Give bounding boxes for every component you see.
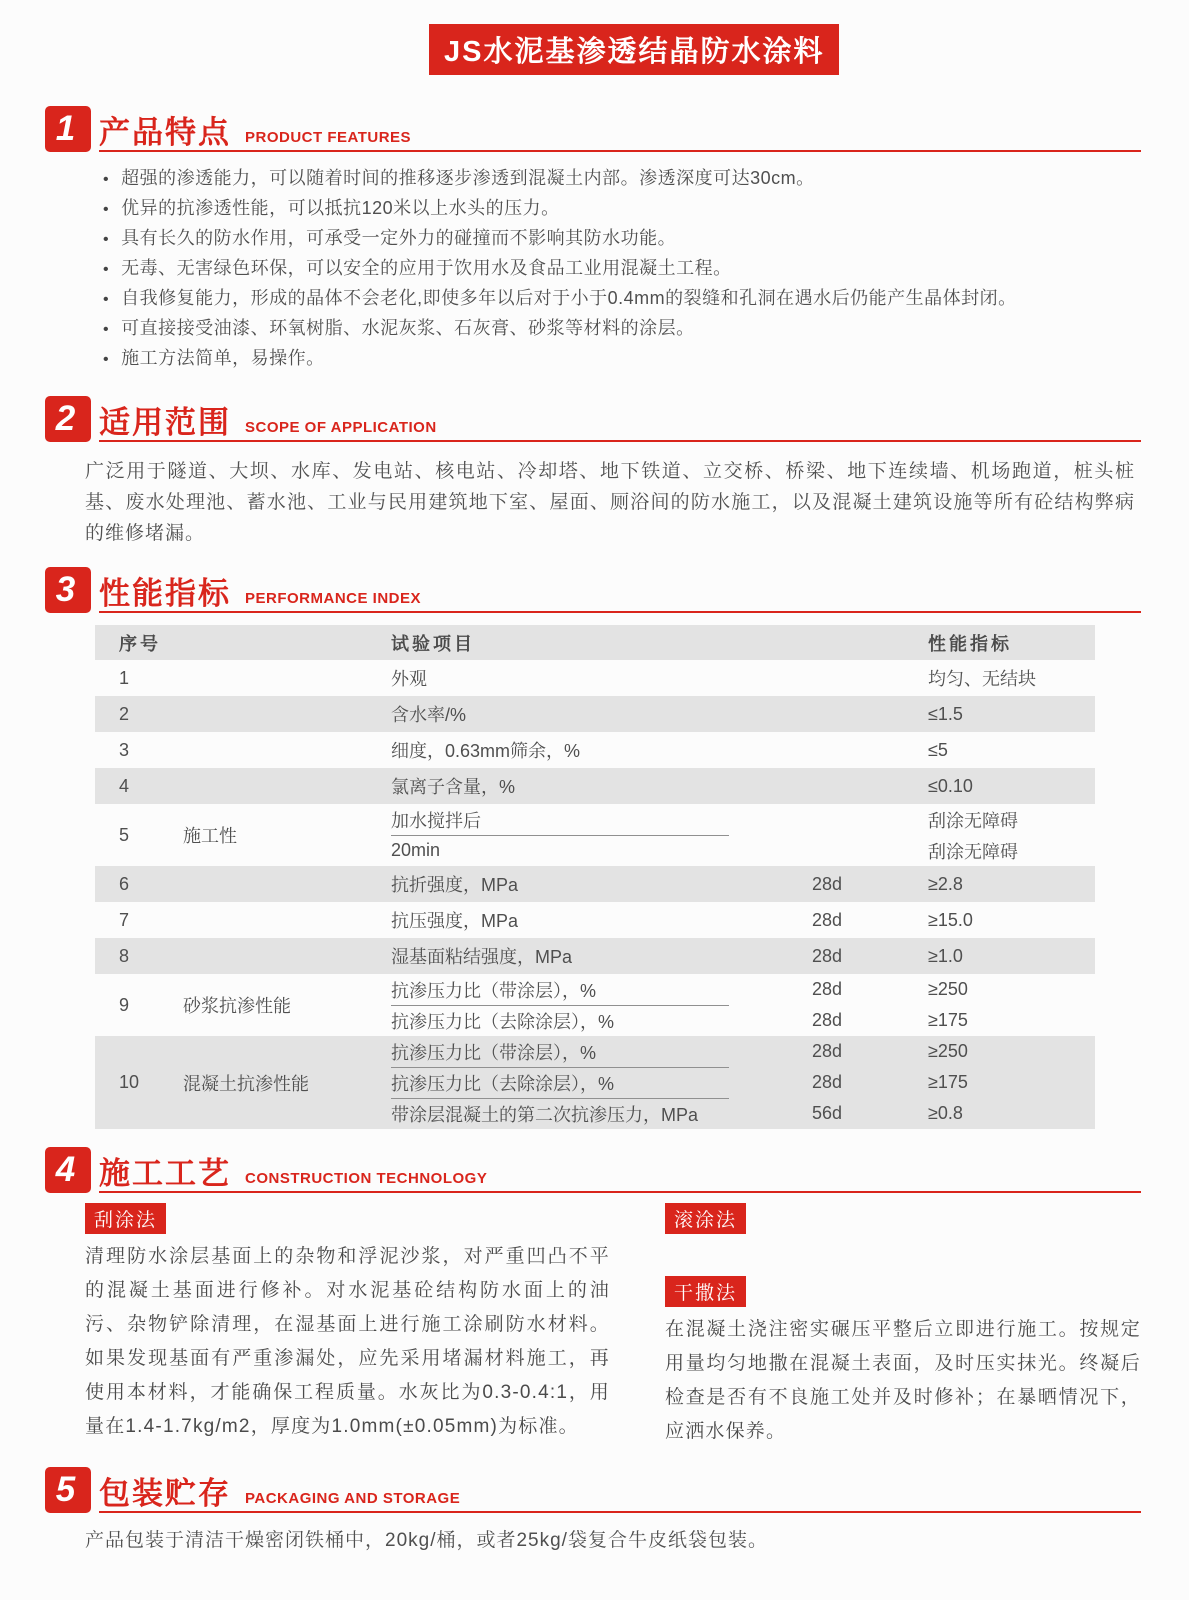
table-row xyxy=(95,660,1095,696)
bullet-icon xyxy=(103,228,121,249)
roll-dry-method-column xyxy=(665,1203,1141,1449)
test-value: ≥175 xyxy=(928,1072,968,1092)
row-no: 5 xyxy=(119,824,130,845)
feature-item xyxy=(103,164,1141,194)
method-badge-roll: 滚涂法 xyxy=(665,1203,746,1234)
test-age: 28d xyxy=(812,873,843,894)
scrape-method-text: 清理防水涂层基面上的杂物和浮泥沙浆，对严重凹凸不平的混凝土基面进行修补。对水泥基砼结构防水面上的油污、杂物铲除清理，在湿基面上进行施工涂刷防水材料。如果发现基面有严重渗漏处，应先采用堵漏材料施工，再使用本材料，才能确保工程质量。水灰比为0.3-0.4:1，用量在1.4-1.7kg/m2，厚度为1.0mm(±0.05mm)为标准。 xyxy=(85,1246,610,1437)
test-item: 抗渗压力比（去除涂层），% xyxy=(391,1073,615,1094)
feature-list xyxy=(103,164,1141,374)
section-subtitle-packaging: PACKAGING AND STORAGE xyxy=(245,1490,461,1507)
test-item: 抗渗压力比（去除涂层），% xyxy=(391,1011,615,1032)
feature-text: 具有长久的防水作用，可承受一定外力的碰撞而不影响其防水功能。 xyxy=(121,228,677,248)
test-item: 抗渗压力比（带涂层），% xyxy=(391,1042,597,1063)
table-row xyxy=(95,902,1095,938)
bullet-icon xyxy=(103,288,121,309)
feature-text: 施工方法简单，易操作。 xyxy=(121,348,325,368)
section-title-performance: 性能指标 xyxy=(99,576,231,611)
table-row xyxy=(95,804,1095,866)
product-title: JS水泥基渗透结晶防水涂料 xyxy=(429,24,839,75)
table-header-row xyxy=(95,625,1095,660)
test-value: ≤1.5 xyxy=(928,703,963,724)
spacer xyxy=(665,1240,1141,1276)
section-title-rule xyxy=(99,1147,1141,1193)
test-item: 加水搅拌后 xyxy=(391,810,481,831)
test-age: 28d xyxy=(812,1010,843,1030)
feature-text: 优异的抗渗透性能，可以抵抗120米以上水头的压力。 xyxy=(121,198,560,218)
section-title-rule xyxy=(99,1467,1141,1513)
construction-columns xyxy=(85,1203,1141,1449)
row-no: 8 xyxy=(119,945,130,966)
feature-item xyxy=(103,194,1141,224)
section-header-packaging xyxy=(45,1467,1141,1513)
test-value: ≥15.0 xyxy=(928,909,973,930)
row-no: 2 xyxy=(119,703,130,724)
col-header-index: 性能指标 xyxy=(928,633,1012,654)
test-value: 刮涂无障碍 xyxy=(928,841,1018,862)
section-subtitle-features: PRODUCT FEATURES xyxy=(245,129,412,146)
scope-paragraph: 广泛用于隧道、大坝、水库、发电站、核电站、冷却塔、地下铁道、立交桥、桥梁、地下连续墙、机场跑道，桩头桩基、废水处理池、蓄水池、工业与民用建筑地下室、屋面、厕浴间的防水施工，以及混凝土建筑设施等所有砼结构弊病的维修堵漏。 xyxy=(85,461,1135,544)
section-title-rule xyxy=(99,396,1141,442)
section-number-4: 4 xyxy=(45,1147,91,1193)
test-item: 抗折强度，MPa xyxy=(391,875,519,895)
test-age: 28d xyxy=(812,979,843,999)
scrape-method-column xyxy=(85,1203,610,1449)
section-subtitle-scope: SCOPE OF APPLICATION xyxy=(245,419,437,436)
row-no: 1 xyxy=(119,667,130,688)
row-no: 10 xyxy=(119,1072,140,1092)
row-no: 7 xyxy=(119,909,130,930)
bullet-icon xyxy=(103,198,121,219)
test-item: 氯离子含量，% xyxy=(391,777,516,797)
section-header-performance xyxy=(45,567,1141,613)
table-row xyxy=(95,866,1095,902)
section-header-features xyxy=(45,106,1141,152)
feature-text: 可直接接受油漆、环氧树脂、水泥灰浆、石灰膏、砂浆等材料的涂层。 xyxy=(121,318,695,338)
feature-item xyxy=(103,254,1141,284)
performance-table xyxy=(95,625,1095,1129)
table-row xyxy=(95,768,1095,804)
row-category: 施工性 xyxy=(183,826,237,846)
row-category: 混凝土抗渗性能 xyxy=(183,1073,309,1094)
packaging-text: 产品包装于清洁干燥密闭铁桶中，20kg/桶，或者25kg/袋复合牛皮纸袋包装。 xyxy=(85,1530,768,1551)
test-age: 28d xyxy=(812,1072,843,1092)
test-age: 28d xyxy=(812,909,843,930)
section-number-3: 3 xyxy=(45,567,91,613)
row-category: 砂浆抗渗性能 xyxy=(183,996,291,1016)
test-age: 56d xyxy=(812,1103,843,1123)
feature-text: 无毒、无害绿色环保，可以安全的应用于饮用水及食品工业用混凝土工程。 xyxy=(121,258,732,278)
test-item: 外观 xyxy=(391,669,427,689)
bullet-icon xyxy=(103,318,121,339)
test-item: 抗压强度，MPa xyxy=(391,911,519,931)
test-age: 28d xyxy=(812,1041,843,1061)
test-value: 均匀、无结块 xyxy=(928,669,1036,689)
test-item: 抗渗压力比（带涂层），% xyxy=(391,980,597,1001)
feature-item xyxy=(103,284,1141,314)
test-value: ≥250 xyxy=(928,979,968,999)
dry-method-text: 在混凝土浇注密实碾压平整后立即进行施工。按规定用量均匀地撒在混凝土表面，及时压实抹光。终凝后检查是否有不良施工处并及时修补；在暴晒情况下，应洒水保养。 xyxy=(665,1319,1141,1442)
feature-item xyxy=(103,344,1141,374)
table-row xyxy=(95,732,1095,768)
test-item: 20min xyxy=(391,840,441,860)
section-header-scope xyxy=(45,396,1141,442)
col-header-no: 序号 xyxy=(119,633,161,654)
bullet-icon xyxy=(103,348,121,369)
bullet-icon xyxy=(103,258,121,279)
test-age: 28d xyxy=(812,945,843,966)
test-value: ≥1.0 xyxy=(928,945,963,966)
section-title-rule xyxy=(99,567,1141,613)
section-subtitle-construction: CONSTRUCTION TECHNOLOGY xyxy=(245,1170,488,1187)
test-value: ≥0.8 xyxy=(928,1103,963,1123)
section-title-construction: 施工工艺 xyxy=(99,1156,231,1191)
table-row xyxy=(95,938,1095,974)
test-value: ≥250 xyxy=(928,1041,968,1061)
test-value: ≤0.10 xyxy=(928,775,973,796)
row-no: 3 xyxy=(119,739,130,760)
section-number-5: 5 xyxy=(45,1467,91,1513)
table-row xyxy=(95,696,1095,732)
test-value: ≥2.8 xyxy=(928,873,963,894)
method-badge-dry: 干撒法 xyxy=(665,1276,746,1307)
test-item: 含水率/% xyxy=(391,705,467,725)
section-subtitle-performance: PERFORMANCE INDEX xyxy=(245,590,422,607)
method-badge-scrape: 刮涂法 xyxy=(85,1203,166,1234)
feature-item xyxy=(103,314,1141,344)
table-row xyxy=(95,974,1095,1036)
section-title-rule xyxy=(99,106,1141,152)
table-row xyxy=(95,1036,1095,1129)
test-item: 细度，0.63mm筛余，% xyxy=(391,741,581,761)
section-title-features: 产品特点 xyxy=(99,115,231,150)
test-value: ≤5 xyxy=(928,739,948,760)
row-no: 9 xyxy=(119,994,130,1015)
test-value: ≥175 xyxy=(928,1010,968,1030)
section-header-construction xyxy=(45,1147,1141,1193)
feature-text: 超强的渗透能力，可以随着时间的推移逐步渗透到混凝土内部。渗透深度可达30cm。 xyxy=(121,168,815,188)
section-title-scope: 适用范围 xyxy=(99,405,231,440)
section-number-1: 1 xyxy=(45,106,91,152)
section-title-packaging: 包装贮存 xyxy=(99,1476,231,1511)
row-no: 4 xyxy=(119,775,130,796)
col-header-item: 试验项目 xyxy=(391,633,475,654)
feature-item xyxy=(103,224,1141,254)
test-item: 湿基面粘结强度，MPa xyxy=(391,947,573,967)
section-number-2: 2 xyxy=(45,396,91,442)
bullet-icon xyxy=(103,168,121,189)
feature-text: 自我修复能力，形成的晶体不会老化,即使多年以后对于小于0.4mm的裂缝和孔洞在遇水后仍能产生晶体封闭。 xyxy=(121,288,1017,308)
test-item: 带涂层混凝土的第二次抗渗压力，MPa xyxy=(391,1104,699,1125)
row-no: 6 xyxy=(119,873,130,894)
test-value: 刮涂无障碍 xyxy=(928,810,1018,831)
